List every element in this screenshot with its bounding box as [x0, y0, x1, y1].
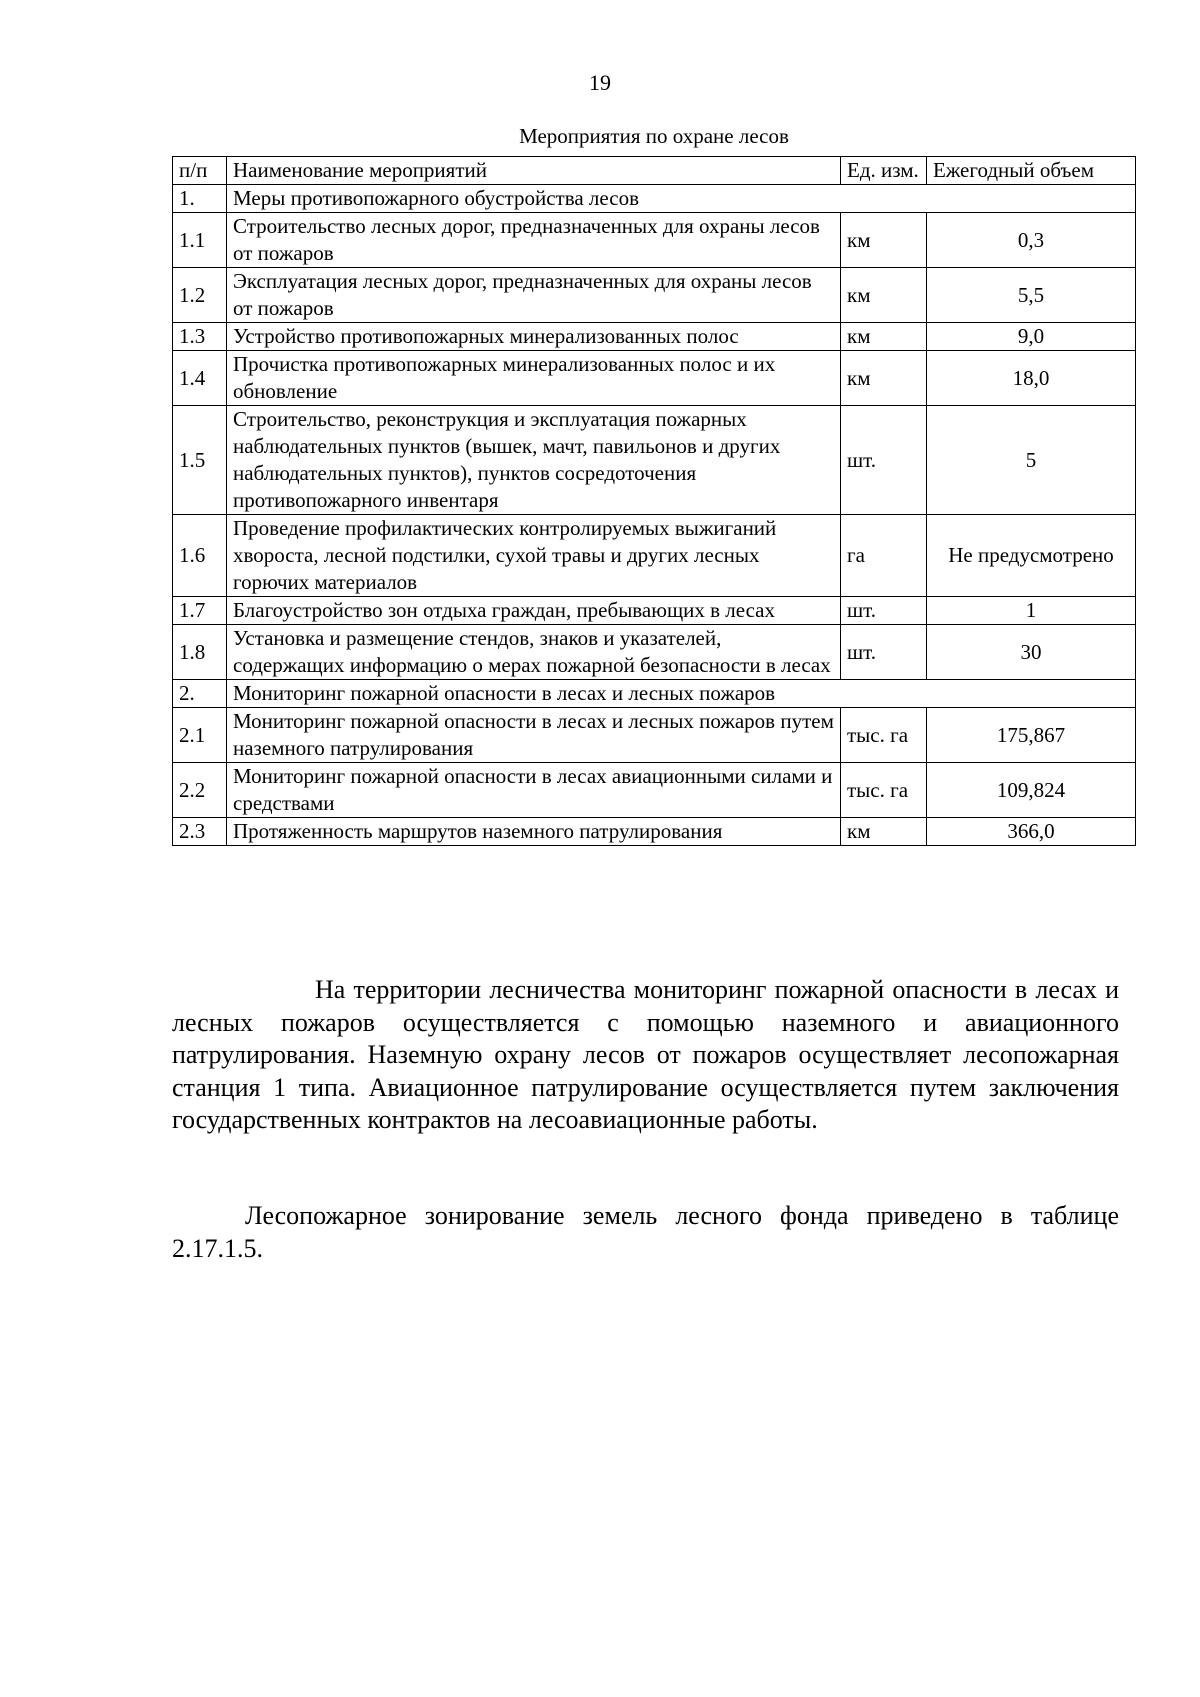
row-number: 2.3 [173, 818, 227, 846]
measure-name: Эксплуатация лесных дорог, предназначенных для охраны лесов от пожаров [227, 268, 841, 323]
measure-unit: км [841, 818, 927, 846]
measure-value: 30 [927, 625, 1136, 680]
section-title: Меры противопожарного обустройства лесов [227, 185, 1136, 213]
table-caption: Мероприятия по охране лесов [519, 124, 789, 148]
header-name: Наименование мероприятий [227, 157, 841, 185]
row-number: 1.6 [173, 515, 227, 597]
table-row [173, 323, 1136, 351]
measure-name: Строительство, реконструкция и эксплуатация пожарных наблюдательных пунктов (вышек, мачт, павильонов и других наблюдательных пунктов), пунктов сосредоточения противопожарного инвентаря [227, 406, 841, 515]
measure-value: 109,824 [927, 763, 1136, 818]
measure-name: Протяженность маршрутов наземного патрулирования [227, 818, 841, 846]
measure-unit: га [841, 515, 927, 597]
table-row [173, 213, 1136, 268]
table-header-row [173, 157, 1136, 185]
table-row [173, 351, 1136, 406]
measure-name: Прочистка противопожарных минерализованных полос и их обновление [227, 351, 841, 406]
measure-name: Мониторинг пожарной опасности в лесах авиационными силами и средствами [227, 763, 841, 818]
table-row [173, 515, 1136, 597]
table-row [173, 625, 1136, 680]
measure-name: Проведение профилактических контролируемых выжиганий хвороста, лесной подстилки, сухой травы и других лесных горючих материалов [227, 515, 841, 597]
section-title: Мониторинг пожарной опасности в лесах и лесных пожаров [227, 680, 1136, 708]
measure-unit: км [841, 268, 927, 323]
row-number: 2.1 [173, 708, 227, 763]
table-row [173, 708, 1136, 763]
measure-unit: тыс. га [841, 763, 927, 818]
measure-unit: км [841, 213, 927, 268]
header-num: п/п [173, 157, 227, 185]
row-number: 1.7 [173, 597, 227, 625]
table-row [173, 818, 1136, 846]
measure-value: 9,0 [927, 323, 1136, 351]
row-number: 2.2 [173, 763, 227, 818]
row-number: 1.3 [173, 323, 227, 351]
measure-name: Строительство лесных дорог, предназначенных для охраны лесов от пожаров [227, 213, 841, 268]
measure-unit: шт. [841, 625, 927, 680]
row-number: 1.8 [173, 625, 227, 680]
header-value: Ежегодный объем [927, 157, 1136, 185]
paragraph-monitoring: На территории лесничества мониторинг пожарной опасности в лесах и лесных пожаров осуществляется с помощью наземного и авиационного патрулирования. Наземную охрану лесов от пожаров осуществляет лесопожарная станция 1 типа. Авиационное патрулирование осуществляется путем заключения государственных контрактов на лесоавиационные работы. [172, 975, 1119, 1134]
row-number: 1.1 [173, 213, 227, 268]
table-section-row [173, 680, 1136, 708]
row-number: 1. [173, 185, 227, 213]
table-section-row [173, 185, 1136, 213]
measure-value: 5,5 [927, 268, 1136, 323]
table-row [173, 597, 1136, 625]
measure-name: Устройство противопожарных минерализованных полос [227, 323, 841, 351]
row-number: 1.5 [173, 406, 227, 515]
measure-value: 175,867 [927, 708, 1136, 763]
measure-name: Установка и размещение стендов, знаков и указателей, содержащих информацию о мерах пожарной безопасности в лесах [227, 625, 841, 680]
measure-value: 5 [927, 406, 1136, 515]
measure-value: Не предусмотрено [927, 515, 1136, 597]
row-number: 2. [173, 680, 227, 708]
measure-value: 0,3 [927, 213, 1136, 268]
measure-name: Мониторинг пожарной опасности в лесах и лесных пожаров путем наземного патрулирования [227, 708, 841, 763]
table-body [173, 185, 1136, 846]
table-row [173, 406, 1136, 515]
table-row [173, 763, 1136, 818]
table-row [173, 268, 1136, 323]
measure-unit: км [841, 351, 927, 406]
measure-value: 1 [927, 597, 1136, 625]
measure-value: 18,0 [927, 351, 1136, 406]
measure-value: 366,0 [927, 818, 1136, 846]
measure-unit: тыс. га [841, 708, 927, 763]
measure-unit: км [841, 323, 927, 351]
header-unit: Ед. изм. [841, 157, 927, 185]
row-number: 1.4 [173, 351, 227, 406]
measure-unit: шт. [841, 597, 927, 625]
page-number: 19 [589, 70, 611, 95]
measures-table [172, 156, 1136, 846]
row-number: 1.2 [173, 268, 227, 323]
measure-name: Благоустройство зон отдыха граждан, пребывающих в лесах [227, 597, 841, 625]
measure-unit: шт. [841, 406, 927, 515]
paragraph-zoning: Лесопожарное зонирование земель лесного фонда приведено в таблице 2.17.1.5. [172, 1201, 1119, 1263]
